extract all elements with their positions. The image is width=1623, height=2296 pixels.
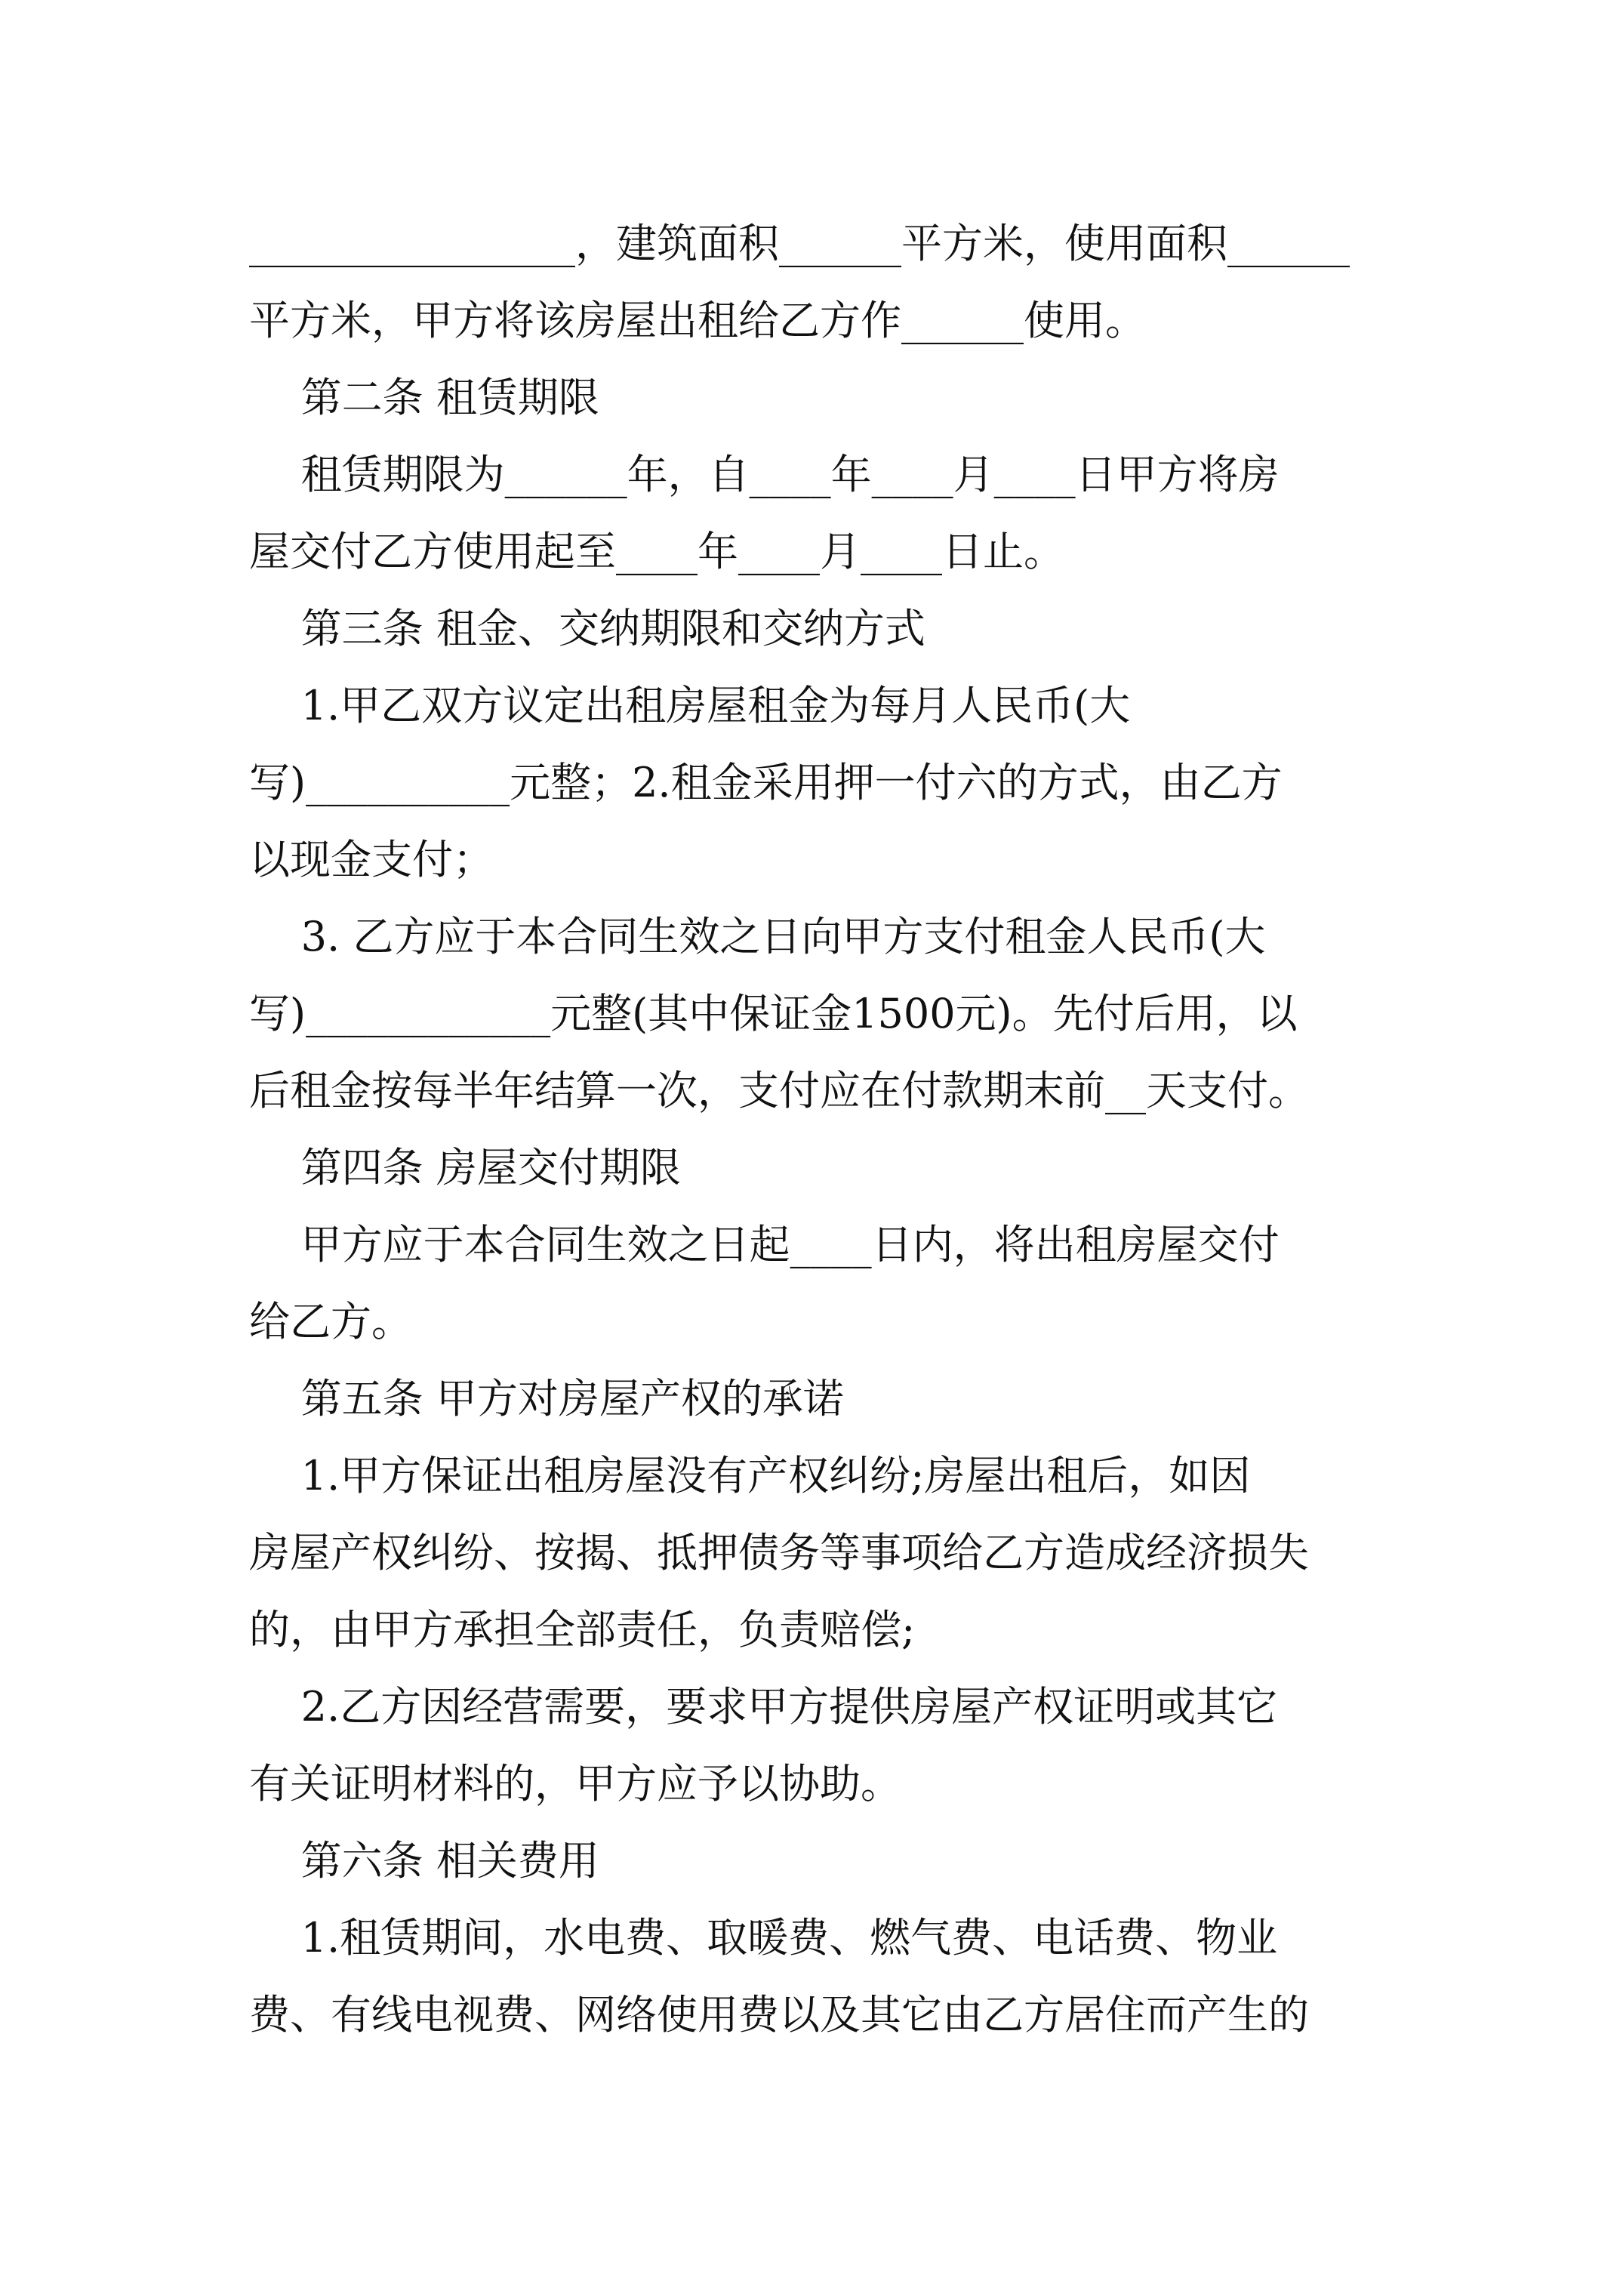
section-heading-2: 第二条 租赁期限: [249, 374, 599, 421]
text-line-19: 的，由甲方承担全部责任，负责赔偿;: [249, 1606, 916, 1653]
text-line-7: 1.甲乙双方议定出租房屋租金为每月人民币(大: [249, 682, 1131, 729]
text-line-23: 1.租赁期间，水电费、取暖费、燃气费、电话费、物业: [249, 1914, 1278, 1962]
section-heading-6: 第六条 相关费用: [249, 1837, 599, 1885]
text-line-9: 以现金支付；: [249, 836, 494, 883]
text-line-21: 有关证明材料的，甲方应予以协助。: [249, 1760, 901, 1808]
text-line-11: 写)____________元整(其中保证金1500元)。先付后用，以: [249, 990, 1298, 1037]
text-line-8: 写)__________元整；2.租金采用押一付六的方式，由乙方: [249, 759, 1283, 806]
text-line-17: 1.甲方保证出租房屋没有产权纠纷;房屋出租后，如因: [249, 1452, 1251, 1499]
text-line-24: 费、有线电视费、网络使用费以及其它由乙方居住而产生的: [249, 1991, 1309, 2039]
text-line-12: 后租金按每半年结算一次，支付应在付款期末前__天支付。: [249, 1067, 1309, 1114]
text-line-5: 屋交付乙方使用起至____年____月____日止。: [249, 528, 1064, 575]
text-line-1: ________________，建筑面积______平方米，使用面积______: [249, 220, 1350, 267]
text-line-14: 甲方应于本合同生效之日起____日内，将出租房屋交付: [249, 1221, 1280, 1268]
section-heading-3: 第三条 租金、交纳期限和交纳方式: [249, 605, 925, 652]
text-line-10: 3. 乙方应于本合同生效之日向甲方支付租金人民币(大: [249, 913, 1266, 960]
section-heading-4: 第四条 房屋交付期限: [249, 1144, 681, 1191]
text-line-15: 给乙方。: [249, 1298, 412, 1345]
section-heading-5: 第五条 甲方对房屋产权的承诺: [249, 1375, 844, 1422]
text-line-2: 平方米，甲方将该房屋出租给乙方作______使用。: [249, 297, 1146, 344]
text-line-18: 房屋产权纠纷、按揭、抵押债务等事项给乙方造成经济损失: [249, 1529, 1309, 1576]
text-line-20: 2.乙方因经营需要，要求甲方提供房屋产权证明或其它: [249, 1683, 1278, 1730]
text-line-4: 租赁期限为______年，自____年____月____日甲方将房: [249, 451, 1280, 498]
